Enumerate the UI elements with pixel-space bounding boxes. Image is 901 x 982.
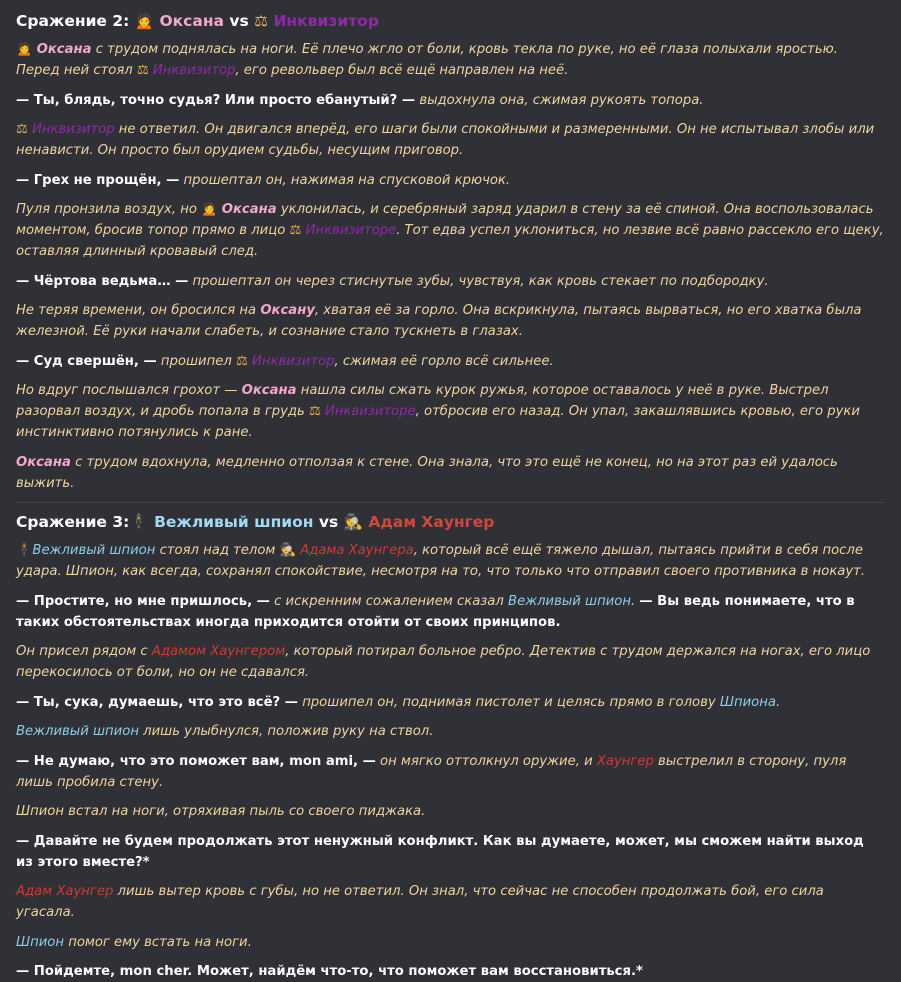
narration: лишь улыбнулся, положив руку на ствол. [143, 724, 434, 739]
battle-2-title-prefix: Сражение 2: [16, 12, 130, 30]
scales-emoji-icon [309, 401, 321, 422]
divider [16, 502, 885, 503]
scales-emoji-icon [290, 220, 302, 241]
narration: уклонилась, и серебряный заряд ударил в стену за её спиной. Она воспользовалась моментом, бросив топор прямо в лицо [16, 202, 874, 238]
dialogue: — Давайте не будем продолжать этот ненужный конфликт. Как вы думаете, может, мы сможем найти выход из этого вместе?* [16, 833, 864, 870]
detective-emoji-icon [344, 511, 363, 533]
vs-label: vs [318, 513, 339, 531]
vs-label: vs [229, 12, 249, 30]
paragraph [16, 300, 885, 342]
dialogue: — Грех не прощён, — [16, 172, 180, 188]
name-polite-spy: Вежливый шпион [508, 593, 631, 609]
fighter-polite-spy: Вежливый шпион [154, 513, 314, 531]
paragraph [16, 932, 885, 953]
battle-2-title [16, 10, 885, 32]
narration: Шпион встал на ноги, отряхивая пыль со своего пиджака. [16, 804, 426, 819]
fighter-inquisitor: Инквизитор [273, 12, 379, 30]
paragraph [16, 170, 885, 191]
paragraph [16, 380, 885, 443]
name-inquisitor: Инквизитор [252, 353, 335, 369]
narration: , который потирал больное ребро. Детектив с трудом держался на ногах, его лицо перекосилось от боли, но он не сдавался. [16, 644, 871, 680]
name-oksana: Оксану [260, 303, 315, 318]
woman-emoji-icon [16, 39, 32, 60]
narration: с искренним сожалением сказал [274, 593, 504, 609]
fighter-adam-haunger: Адам Хаунгер [368, 513, 495, 531]
dialogue: — Чёртова ведьма… — [16, 273, 189, 289]
fighter-oksana: Оксана [159, 12, 224, 30]
name-oksana: Оксана [221, 202, 277, 217]
narration: прошипел [160, 353, 232, 369]
name-spy: Шпион [16, 934, 64, 950]
name-inquisitor: Инквизитор [152, 63, 236, 78]
narration: с трудом вдохнула, медленно отползая к стене. Она знала, что это ещё не конец, но на этот раз ей удалось выжить. [16, 454, 838, 491]
narration: , хватая её за горло. Она вскрикнула, пытаясь вырваться, но его хватка была железной. Её руки начали слабеть, и сознание стало тускнеть в глазах. [16, 303, 862, 339]
narration: не ответил. Он двигался вперёд, его шаги были спокойными и размеренными. Он не испытывал злобы или ненависти. Он просто был орудием судьбы, несущим приговор. [16, 122, 875, 158]
narration: выстрелил в сторону, пуля лишь пробила стену. [16, 753, 847, 790]
name-oksana: Оксана [16, 454, 71, 470]
narration: Не теряя времени, он бросился на [16, 303, 257, 318]
narration: , отбросив его назад. Он упал, закашлявшись кровью, его руки инстинктивно потянулись к ране. [16, 404, 860, 440]
scales-emoji-icon [254, 10, 268, 32]
name-haunger: Хаунгер [596, 753, 654, 769]
name-spy: Шпиона [719, 694, 776, 710]
paragraph [16, 452, 885, 494]
name-polite-spy: Вежливый шпион [16, 724, 139, 739]
narration: стоял над телом [159, 543, 276, 558]
scales-emoji-icon [137, 60, 149, 81]
paragraph [16, 119, 885, 161]
narration: прошипел он, поднимая пистолет и целясь прямо в голову [302, 694, 716, 710]
narration: Пуля пронзила воздух, но [16, 202, 197, 217]
dialogue: — Вы ведь понимаете, что в таких обстоятельствах иногда приходится отойти от своих принципов. [16, 593, 855, 630]
dialogue: — Ты, сука, думаешь, что это всё? — [16, 694, 298, 710]
paragraph [16, 39, 885, 81]
narration: прошептал он, нажимая на спусковой крючок. [183, 172, 511, 188]
name-inquisitor: Инквизиторе [305, 223, 397, 238]
spy-emoji-icon [129, 511, 148, 533]
narration: он мягко оттолкнул оружие, и [380, 753, 593, 769]
battle-3-title [16, 511, 885, 533]
narration: выдохнула она, сжимая рукоять топора. [419, 92, 704, 108]
paragraph [16, 692, 885, 713]
narration: . [775, 694, 781, 710]
woman-emoji-icon [135, 10, 154, 32]
narration: нашла силы сжать курок ружья, которое оставалось у неё в руке. Выстрел разорвал воздух, и дробь попала в грудь [16, 383, 829, 419]
paragraph [16, 831, 885, 873]
paragraph [16, 801, 885, 822]
narration: . [630, 593, 636, 609]
dialogue: — Не думаю, что это поможет вам, mon ami, — [16, 753, 376, 769]
paragraph [16, 641, 885, 683]
narration: , его револьвер был всё ещё направлен на неё. [235, 63, 569, 78]
narration: лишь вытер кровь с губы, но не ответил. Он знал, что сейчас не способен продолжать бой, его сила угасала. [16, 884, 824, 920]
detective-emoji-icon [280, 540, 296, 561]
paragraph [16, 540, 885, 582]
name-adam-haunger: Адамом Хаунгером [151, 644, 286, 659]
name-inquisitor: Инквизитор [32, 122, 115, 137]
dialogue: — Суд свершён, — [16, 353, 157, 369]
paragraph [16, 751, 885, 793]
narration: Он присел рядом с [16, 644, 148, 659]
paragraph [16, 591, 885, 633]
scales-emoji-icon [236, 351, 248, 372]
dialogue: — Пойдемте, mon cher. Может, найдём что-то, что поможет вам восстановиться.* [16, 964, 643, 979]
paragraph [16, 961, 885, 982]
name-oksana: Оксана [36, 42, 92, 57]
spy-emoji-icon [16, 540, 32, 561]
name-oksana: Оксана [241, 383, 297, 398]
name-polite-spy: Вежливый шпион [32, 543, 156, 558]
paragraph [16, 199, 885, 262]
name-adam-haunger: Адам Хаунгер [16, 884, 114, 899]
paragraph [16, 881, 885, 923]
paragraph [16, 351, 885, 372]
dialogue: — Простите, но мне пришлось, — [16, 593, 270, 609]
paragraph [16, 90, 885, 111]
narration: прошептал он через стиснутые зубы, чувствуя, как кровь стекает по подбородку. [192, 273, 769, 289]
narration: , который всё ещё тяжело дышал, пытаясь прийти в себя после удара. Шпион, как всегда, сохранял спокойствие, несмотря на то, что только что отправил своего противника в нокаут. [16, 543, 866, 579]
narration: с трудом поднялась на ноги. Её плечо жгло от боли, кровь текла по руке, но её глаза полыхали яростью. Перед ней стоял [16, 42, 838, 78]
name-inquisitor: Инквизиторе [325, 404, 416, 419]
narration: Но вдруг послышался грохот — [16, 383, 238, 398]
paragraph [16, 721, 885, 742]
narration: помог ему встать на ноги. [68, 934, 252, 950]
dialogue: — Ты, блядь, точно судья? Или просто ебанутый? — [16, 92, 416, 108]
name-adam-haunger: Адама Хаунгера [300, 543, 414, 558]
paragraph [16, 271, 885, 292]
narration: , сжимая её горло всё сильнее. [334, 353, 554, 369]
woman-emoji-icon [201, 199, 217, 220]
narration: . Тот едва успел уклониться, но лезвие всё равно рассекло его щеку, оставляя длинный кровавый след. [16, 223, 884, 259]
scales-emoji-icon [16, 119, 28, 140]
battle-3-title-prefix: Сражение 3: [16, 513, 130, 531]
